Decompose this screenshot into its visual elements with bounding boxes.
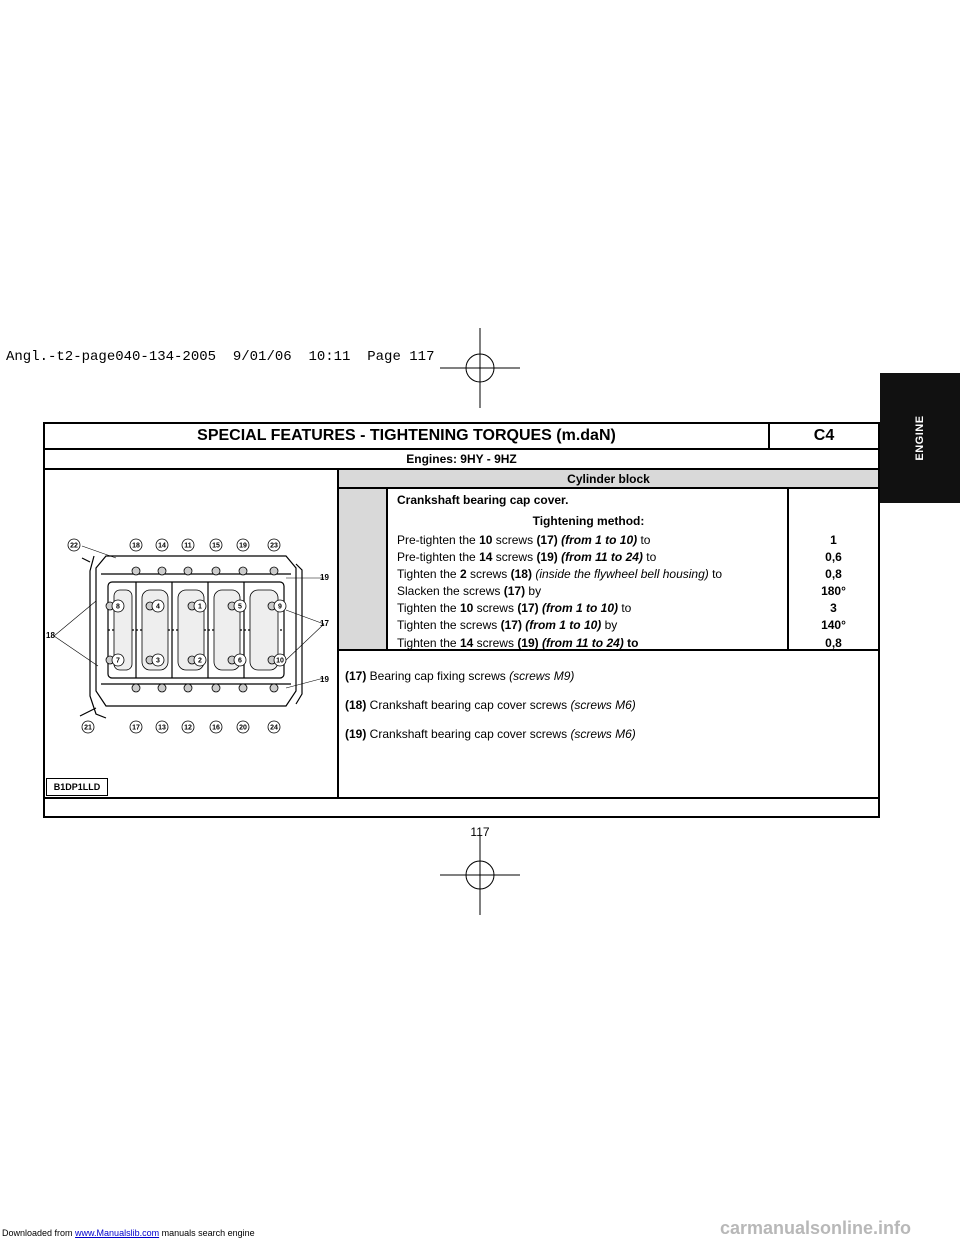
cover-bolt-bottom xyxy=(212,684,220,692)
registration-mark-bottom xyxy=(440,835,520,915)
engine-side-tab xyxy=(880,373,960,503)
step-text: screws xyxy=(473,636,518,650)
bottom-callout xyxy=(130,721,142,733)
inner-bottom-callout xyxy=(112,654,124,666)
step-text: to xyxy=(642,550,657,564)
callout-number: 19 xyxy=(239,542,247,550)
procedure-step xyxy=(397,618,617,632)
legend-item xyxy=(345,669,574,683)
download-footer xyxy=(2,1228,255,1238)
step-count: 14 xyxy=(479,550,493,564)
cover-bolt-top xyxy=(184,567,192,575)
torque-value: 0,8 xyxy=(825,567,842,581)
torque-value: 140° xyxy=(821,618,846,632)
legend-text: Bearing cap fixing screws xyxy=(366,669,510,683)
callout-number: 22 xyxy=(70,542,78,550)
registration-mark-top xyxy=(440,328,520,408)
legend-note: (screws M6) xyxy=(570,698,636,712)
step-screw-ref: (19) xyxy=(517,636,539,650)
step-count: 10 xyxy=(459,601,474,615)
cover-bolt-top xyxy=(158,567,166,575)
step-range: (from 1 to 10) xyxy=(557,533,638,547)
step-screw-ref: (18) xyxy=(510,567,532,581)
callout-number: 1 xyxy=(198,603,202,611)
procedure-step xyxy=(397,550,656,564)
section-heading: Cylinder block xyxy=(339,470,878,489)
grey-margin-column xyxy=(339,489,388,650)
inner-bottom-callout xyxy=(234,654,246,666)
inner-top-callout xyxy=(234,600,246,612)
callout-number: 9 xyxy=(278,603,282,611)
callout-number: 8 xyxy=(116,603,120,611)
cover-bolt-bottom xyxy=(239,684,247,692)
step-range: (inside the flywheel bell housing) xyxy=(531,567,709,581)
callout-number: 18 xyxy=(132,542,140,550)
callout-number: 15 xyxy=(212,542,220,550)
callout-number: 20 xyxy=(239,724,247,732)
cover-bolt-top xyxy=(270,567,278,575)
procedure-step xyxy=(397,584,541,598)
step-text: Tighten the screws xyxy=(397,618,501,632)
inner-bottom-callout xyxy=(194,654,206,666)
top-callout xyxy=(210,539,222,551)
callout-number: 21 xyxy=(84,724,92,732)
engines-row: Engines: 9HY - 9HZ xyxy=(43,448,880,470)
bottom-callout xyxy=(237,721,249,733)
callout-number: 23 xyxy=(270,542,278,550)
step-range: (from 11 to 24) xyxy=(557,550,643,564)
step-screw-ref: (17) xyxy=(536,533,558,547)
step-text: Pre-tighten the xyxy=(397,550,480,564)
callout-number: 16 xyxy=(212,724,220,732)
step-count: 14 xyxy=(459,636,474,650)
step-text: to xyxy=(623,636,639,650)
step-text: screws xyxy=(492,533,537,547)
cover-bolt-top xyxy=(132,567,140,575)
step-count: 10 xyxy=(479,533,493,547)
callout-number: 13 xyxy=(158,724,166,732)
step-screw-ref: (17) xyxy=(503,584,526,598)
torque-value: 3 xyxy=(830,601,837,615)
step-text: by xyxy=(525,584,542,598)
step-text: to xyxy=(708,567,723,581)
procedure-step xyxy=(397,533,650,547)
top-callout xyxy=(182,539,194,551)
cover-bolt-bottom xyxy=(184,684,192,692)
callout-number: 12 xyxy=(184,724,192,732)
step-screw-ref: (19) xyxy=(536,550,558,564)
callout-number: 7 xyxy=(116,657,120,665)
torque-value: 0,6 xyxy=(825,550,842,564)
footer-suffix: manuals search engine xyxy=(159,1228,255,1238)
step-screw-ref: (17) xyxy=(517,601,539,615)
left-side-label: 18 xyxy=(46,631,55,640)
step-text: Pre-tighten the xyxy=(397,533,480,547)
cylinder-block-diagram xyxy=(46,526,336,746)
step-screw-ref: (17) xyxy=(500,618,522,632)
inner-top-callout xyxy=(274,600,286,612)
step-text: screws xyxy=(466,567,511,581)
footer-band xyxy=(43,797,880,818)
callout-number: 11 xyxy=(184,542,192,550)
inner-bottom-callout xyxy=(274,654,286,666)
callout-number: 24 xyxy=(270,724,278,732)
manualslib-link[interactable]: www.Manualslib.com xyxy=(75,1228,160,1238)
top-callout xyxy=(156,539,168,551)
top-callout xyxy=(130,539,142,551)
printer-line: Angl.-t2-page040-134-2005 9/01/06 10:11 Page 117 xyxy=(6,349,435,365)
legend-text: Crankshaft bearing cap cover screws xyxy=(366,727,571,741)
step-text: by xyxy=(601,618,618,632)
inner-top-callout xyxy=(112,600,124,612)
step-range: (from 11 to 24) xyxy=(538,636,624,650)
step-text: to xyxy=(618,601,632,615)
torque-value: 0,8 xyxy=(825,636,842,650)
legend-item xyxy=(345,727,636,741)
page-title: SPECIAL FEATURES - TIGHTENING TORQUES (m.daN) xyxy=(43,422,770,450)
watermark: carmanualsonline.info xyxy=(720,1218,912,1238)
callout-number: 4 xyxy=(156,603,160,611)
callout-number: 17 xyxy=(132,724,140,732)
page-number: 117 xyxy=(470,825,490,839)
inner-top-callout xyxy=(152,600,164,612)
cover-bolt-bottom xyxy=(270,684,278,692)
inner-bottom-callout xyxy=(152,654,164,666)
footer-prefix: Downloaded from xyxy=(2,1228,76,1238)
side-tab-label: ENGINE xyxy=(914,415,926,461)
right-side-label: 19 xyxy=(320,573,329,582)
legend-note: (screws M6) xyxy=(570,727,636,741)
torque-value: 180° xyxy=(821,584,846,598)
torque-value: 1 xyxy=(830,533,837,547)
callout-number: 6 xyxy=(238,657,242,665)
callout-number: 10 xyxy=(276,657,284,665)
right-side-label: 19 xyxy=(320,675,329,684)
top-callout xyxy=(237,539,249,551)
procedure-step xyxy=(397,567,722,581)
procedure-title: Crankshaft bearing cap cover. xyxy=(397,493,569,507)
step-text: to xyxy=(637,533,651,547)
callout-number: 3 xyxy=(156,657,160,665)
step-text: Tighten the xyxy=(397,636,460,650)
cover-bolt-top xyxy=(212,567,220,575)
step-range: (from 1 to 10) xyxy=(521,618,602,632)
inner-top-callout xyxy=(194,600,206,612)
bottom-callout xyxy=(156,721,168,733)
step-text: Tighten the xyxy=(397,601,460,615)
top-callout xyxy=(68,539,80,551)
procedure-step xyxy=(397,636,785,651)
bottom-callout xyxy=(268,721,280,733)
right-side-label: 17 xyxy=(320,619,329,628)
diagram-reference: B1DP1LLD xyxy=(46,778,108,796)
step-text: screws xyxy=(492,550,537,564)
top-callout xyxy=(268,539,280,551)
step-count: 2 xyxy=(459,567,467,581)
legend-number: (17) xyxy=(345,669,367,683)
callout-number: 2 xyxy=(198,657,202,665)
bottom-callout xyxy=(210,721,222,733)
procedure-step xyxy=(397,601,631,615)
bottom-callout xyxy=(82,721,94,733)
legend-note: (screws M9) xyxy=(509,669,575,683)
method-title: Tightening method: xyxy=(532,514,645,528)
bottom-callout xyxy=(182,721,194,733)
cover-bolt-bottom xyxy=(158,684,166,692)
legend-number: (19) xyxy=(345,727,367,741)
step-text: screws xyxy=(473,601,518,615)
step-range: (from 1 to 10) xyxy=(538,601,618,615)
cover-bolt-top xyxy=(239,567,247,575)
legend-number: (18) xyxy=(345,698,367,712)
model-code: C4 xyxy=(768,422,880,450)
legend-text: Crankshaft bearing cap cover screws xyxy=(366,698,571,712)
step-text: Slacken the screws xyxy=(397,584,504,598)
callout-number: 5 xyxy=(238,603,242,611)
legend-item xyxy=(345,698,636,712)
step-text: Tighten the xyxy=(397,567,460,581)
callout-number: 14 xyxy=(158,542,166,550)
cover-bolt-bottom xyxy=(132,684,140,692)
